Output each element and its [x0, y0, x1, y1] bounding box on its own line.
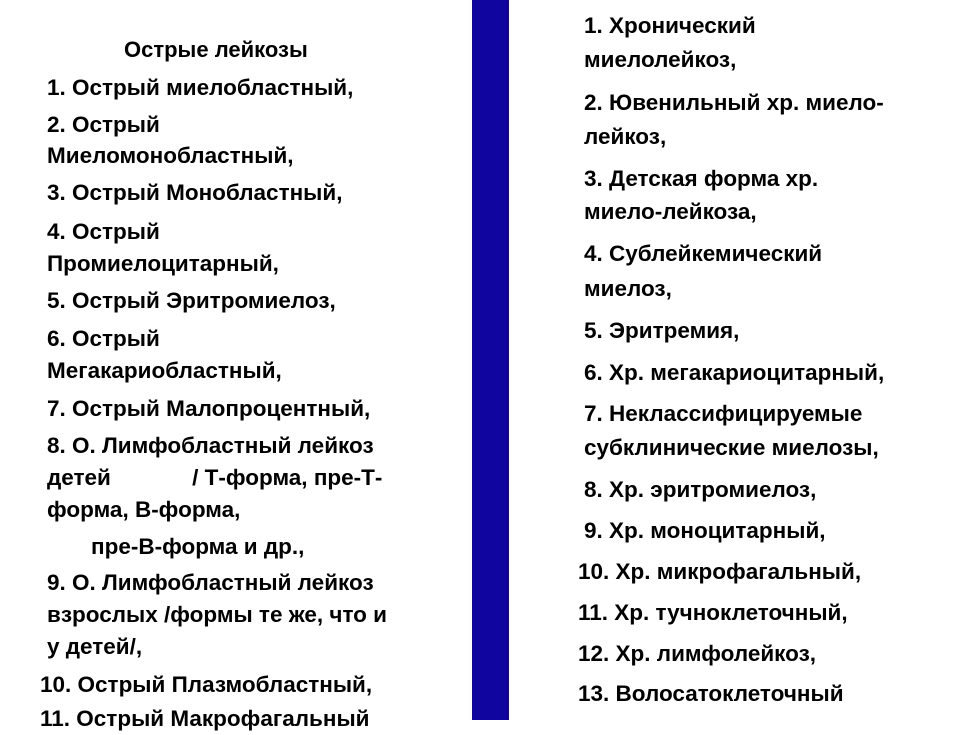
left-line-19: 11. Острый Макрофагальный	[40, 706, 370, 731]
right-line-2: миелолейкоз,	[584, 47, 737, 72]
right-line-16: 11. Хр. тучноклеточный,	[578, 600, 848, 625]
left-line-11: 8. О. Лимфобластный лейкоз	[47, 433, 374, 458]
left-line-6: Промиелоцитарный,	[47, 251, 279, 276]
right-line-8: миелоз,	[584, 276, 672, 301]
left-line-13: форма, В-форма,	[47, 497, 241, 522]
left-line-14: пре-В-форма и др.,	[91, 534, 305, 559]
left-line-5: 4. Острый	[47, 219, 160, 244]
right-line-6: миело-лейкоза,	[584, 199, 757, 224]
right-line-1: 1. Хронический	[584, 13, 756, 38]
left-line-16: взрослых /формы те же, что и	[47, 602, 388, 627]
left-line-9: Мегакариобластный,	[47, 358, 282, 383]
right-line-4: лейкоз,	[584, 124, 667, 149]
right-line-17: 12. Хр. лимфолейкоз,	[578, 641, 817, 666]
right-line-14: 9. Хр. моноцитарный,	[584, 518, 826, 543]
right-line-3: 2. Ювенильный хр. миело-	[584, 90, 884, 115]
blue-divider-band	[472, 0, 509, 720]
left-line-17: у детей/,	[47, 634, 143, 659]
right-line-12: субклинические миелозы,	[584, 435, 879, 460]
left-line-3: Миеломонобластный,	[47, 143, 294, 168]
right-line-10: 6. Хр. мегакариоцитарный,	[584, 360, 885, 385]
right-line-7: 4. Сублейкемический	[584, 241, 823, 266]
left-line-7: 5. Острый Эритромиелоз,	[47, 288, 336, 313]
right-line-13: 8. Хр. эритромиелоз,	[584, 477, 817, 502]
left-line-12: детей / Т-форма, пре-Т-	[47, 465, 383, 490]
right-line-9: 5. Эритремия,	[584, 318, 740, 343]
left-heading: Острые лейкозы	[124, 37, 308, 62]
left-line-15: 9. О. Лимфобластный лейкоз	[47, 570, 374, 595]
left-line-8: 6. Острый	[47, 326, 160, 351]
left-line-10: 7. Острый Малопроцентный,	[47, 396, 371, 421]
left-line-2: 2. Острый	[47, 112, 160, 137]
right-line-11: 7. Неклассифицируемые	[584, 401, 863, 426]
left-line-18: 10. Острый Плазмобластный,	[40, 672, 373, 697]
right-line-18: 13. Волосатоклеточный	[578, 681, 844, 706]
left-line-1: 1. Острый миелобластный,	[47, 75, 354, 100]
right-line-15: 10. Хр. микрофагальный,	[578, 559, 862, 584]
left-line-4: 3. Острый Монобластный,	[47, 180, 343, 205]
right-line-5: 3. Детская форма хр.	[584, 166, 819, 191]
